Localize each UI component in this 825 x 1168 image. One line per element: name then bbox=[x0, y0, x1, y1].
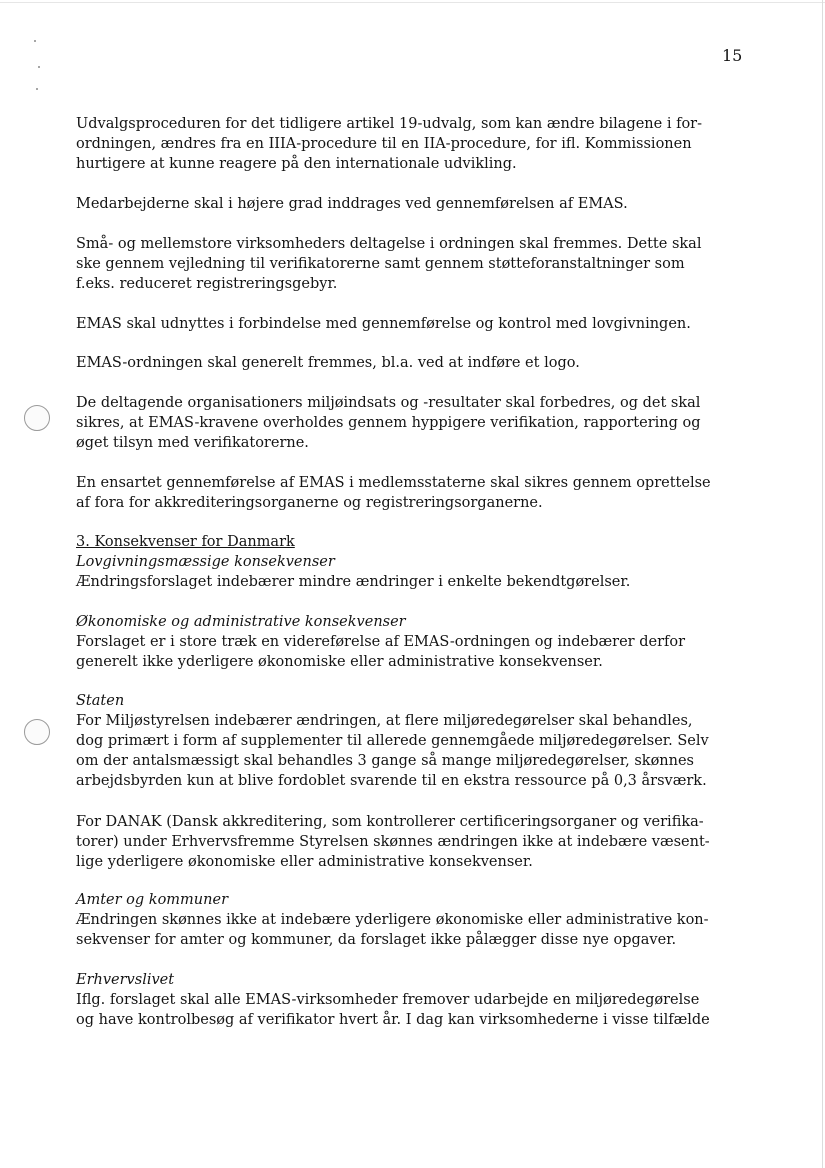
subheading-business: Erhvervslivet bbox=[76, 972, 175, 988]
paragraph-employees bbox=[76, 194, 628, 214]
subheading-economic: Økonomiske og administrative konsekvenser bbox=[76, 614, 406, 630]
paragraph-procedure bbox=[76, 114, 702, 174]
text-line: og have kontrolbesøg af verifikator hvert år. I dag kan virksomhederne i visse tilfælde bbox=[76, 1012, 710, 1028]
text-line: dog primært i form af supplementer til allerede gennemgåede miljøredegørelser. Selv bbox=[76, 733, 709, 749]
text-line: af fora for akkrediteringsorganerne og registreringsorganerne. bbox=[76, 495, 543, 511]
text-line: sekvenser for amter og kommuner, da forslaget ikke pålægger disse nye opgaver. bbox=[76, 932, 677, 948]
text-line: arbejdsbyrden kun at blive fordoblet svarende til en ekstra ressource på 0,3 årsværk. bbox=[76, 773, 707, 789]
text-line: torer) under Erhvervsfremme Styrelsen skønnes ændringen ikke at indebære væsent- bbox=[76, 834, 710, 850]
section-economic bbox=[76, 612, 685, 672]
text-line: En ensartet gennemførelse af EMAS i medlemsstaterne skal sikres gennem oprettelse bbox=[76, 475, 711, 491]
section-business bbox=[76, 970, 710, 1030]
text-line: øget tilsyn med verifikatorerne. bbox=[76, 435, 309, 451]
scan-speck bbox=[36, 88, 38, 90]
page-edge-top bbox=[0, 2, 825, 3]
subheading-legal: Lovgivningsmæssige konsekvenser bbox=[76, 554, 335, 570]
section-municipal bbox=[76, 890, 709, 950]
text-line: EMAS-ordningen skal generelt fremmes, bl.a. ved at indføre et logo. bbox=[76, 355, 580, 371]
text-line: lige yderligere økonomiske eller administrative konsekvenser. bbox=[76, 854, 533, 870]
subheading-state: Staten bbox=[76, 693, 125, 709]
text-line: hurtigere at kunne reagere på den internationale udvikling. bbox=[76, 156, 517, 172]
text-line: EMAS skal udnyttes i forbindelse med gennemførelse og kontrol med lovgivningen. bbox=[76, 316, 691, 332]
paragraph-danak bbox=[76, 812, 710, 872]
paragraph-performance bbox=[76, 393, 701, 453]
text-line: Medarbejderne skal i højere grad inddrages ved gennemførelsen af EMAS. bbox=[76, 196, 628, 212]
text-line: generelt ikke yderligere økonomiske eller administrative konsekvenser. bbox=[76, 654, 603, 670]
text-line: Iflg. forslaget skal alle EMAS-virksomheder fremover udarbejde en miljøredegørelse bbox=[76, 992, 700, 1008]
paragraph-legislation bbox=[76, 314, 691, 334]
text-line: Ændringsforslaget indebærer mindre ændringer i enkelte bekendtgørelser. bbox=[76, 574, 631, 590]
text-line: ske gennem vejledning til verifikatorerne samt gennem støtteforanstaltninger som bbox=[76, 256, 685, 272]
section-state bbox=[76, 691, 709, 791]
paragraph-sme bbox=[76, 234, 701, 294]
scan-speck bbox=[38, 66, 40, 68]
page-number: 15 bbox=[722, 46, 743, 65]
text-line: De deltagende organisationers miljøindsats og -resultater skal forbedres, og det skal bbox=[76, 395, 701, 411]
subheading-municipal: Amter og kommuner bbox=[76, 892, 228, 908]
punch-hole-upper bbox=[24, 405, 50, 431]
text-line: Ændringen skønnes ikke at indebære yderligere økonomiske eller administrative kon- bbox=[76, 912, 709, 928]
paragraph-logo bbox=[76, 353, 580, 373]
text-line: For Miljøstyrelsen indebærer ændringen, at flere miljøredegørelser skal behandles, bbox=[76, 713, 693, 729]
text-line: Udvalgsproceduren for det tidligere artikel 19-udvalg, som kan ændre bilagene i for- bbox=[76, 116, 703, 132]
section-title: 3. Konsekvenser for Danmark bbox=[76, 534, 295, 550]
text-line: Små- og mellemstore virksomheders deltagelse i ordningen skal fremmes. Dette skal bbox=[76, 236, 702, 252]
punch-hole-lower bbox=[24, 719, 50, 745]
text-line: Forslaget er i store træk en videreførelse af EMAS-ordningen og indebærer derfor bbox=[76, 634, 686, 650]
section-heading bbox=[76, 532, 630, 592]
page-edge-right bbox=[822, 0, 823, 1168]
text-line: f.eks. reduceret registreringsgebyr. bbox=[76, 276, 338, 292]
scan-speck bbox=[34, 40, 36, 42]
text-line: om der antalsmæssigt skal behandles 3 gange så mange miljøredegørelser, skønnes bbox=[76, 753, 694, 769]
text-line: For DANAK (Dansk akkreditering, som kontrollerer certificeringsorganer og verifika- bbox=[76, 814, 704, 830]
text-line: ordningen, ændres fra en IIIA-procedure til en IIA-procedure, for ifl. Kommissionen bbox=[76, 136, 692, 152]
text-line: sikres, at EMAS-kravene overholdes gennem hyppigere verifikation, rapportering og bbox=[76, 415, 701, 431]
paragraph-uniform bbox=[76, 473, 711, 513]
